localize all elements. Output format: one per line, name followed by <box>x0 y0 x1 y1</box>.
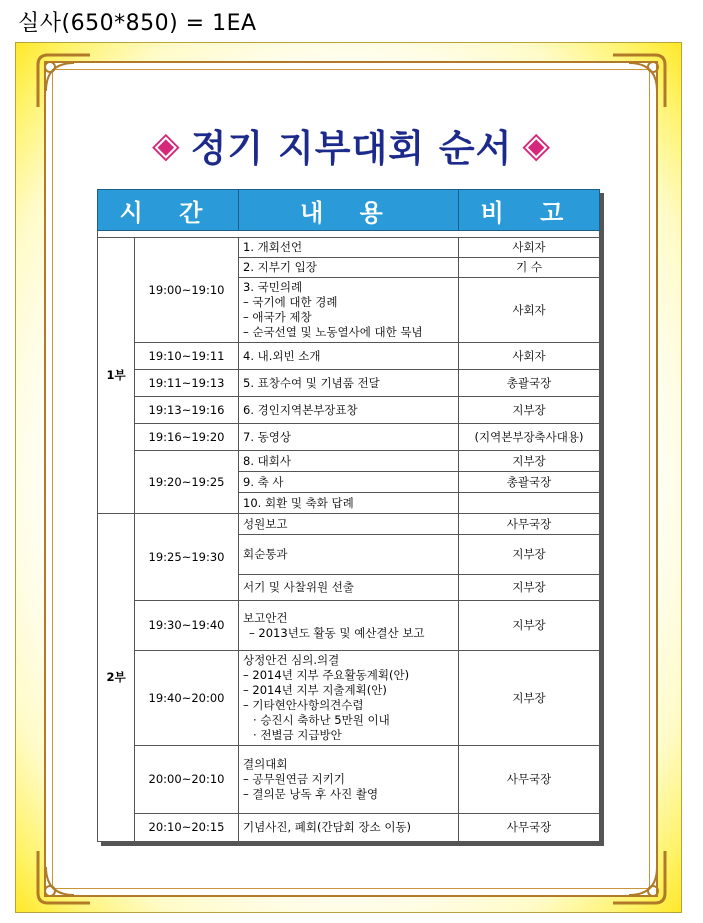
note-cell: 총괄국장 <box>459 472 600 493</box>
content-line: – 국기에 대한 경례 <box>243 295 338 309</box>
note-cell: 지부장 <box>459 601 600 651</box>
table-row <box>98 451 600 472</box>
note-cell: 지부장 <box>459 651 600 746</box>
time-cell: 19:25~19:30 <box>135 514 239 601</box>
title-text: 정기 지부대회 순서 <box>190 127 513 170</box>
note-cell <box>459 493 600 514</box>
time-cell: 20:10~20:15 <box>135 814 239 842</box>
note-cell: 사회자 <box>459 343 600 370</box>
content-cell: 9. 축 사 <box>239 472 459 493</box>
content-cell <box>239 746 459 814</box>
note-cell: 지부장 <box>459 535 600 575</box>
content-line: 상정안건 심의.의결 <box>243 653 340 667</box>
note-cell: 사무국장 <box>459 814 600 842</box>
ornament-corner-icon <box>609 51 669 111</box>
header-time: 시 간 <box>98 190 239 231</box>
table-row <box>98 343 600 370</box>
note-cell: 지부장 <box>459 397 600 424</box>
header-content: 내 용 <box>239 190 459 231</box>
content-line: – 2014년 지부 주요활동계획(안) <box>243 668 410 682</box>
time-cell: 19:40~20:00 <box>135 651 239 746</box>
time-cell: 19:16~19:20 <box>135 424 239 451</box>
content-line: – 애국가 제창 <box>243 310 312 324</box>
content-cell: 5. 표창수여 및 기념품 전달 <box>239 370 459 397</box>
time-cell: 20:00~20:10 <box>135 746 239 814</box>
note-cell: 총괄국장 <box>459 370 600 397</box>
content-cell: 6. 경인지역본부장표창 <box>239 397 459 424</box>
part-label: 1부 <box>98 238 135 514</box>
table-row <box>98 397 600 424</box>
schedule-table <box>97 189 600 842</box>
content-cell: 7. 동영상 <box>239 424 459 451</box>
content-line: 3. 국민의례 <box>243 280 303 294</box>
table-row <box>98 514 600 535</box>
time-cell: 19:00~19:10 <box>135 238 239 343</box>
content-cell: 8. 대회사 <box>239 451 459 472</box>
content-line: – 기타현안사항의견수렴 <box>243 698 364 712</box>
content-line: – 2014년 지부 지출계획(안) <box>243 683 387 697</box>
ornament-corner-icon <box>34 847 94 907</box>
content-cell: 회순통과 <box>239 535 459 575</box>
time-cell: 19:13~19:16 <box>135 397 239 424</box>
content-line: – 2013년도 활동 및 예산결산 보고 <box>249 625 425 640</box>
content-line: 결의대회 <box>243 757 288 771</box>
content-line: – 결의문 낭독 후 사진 촬영 <box>243 787 379 801</box>
size-caption: 실사(650*850) = 1EA <box>18 11 257 36</box>
note-cell: (지역본부장축사대용) <box>459 424 600 451</box>
note-cell: 기 수 <box>459 258 600 278</box>
header-note: 비 고 <box>459 190 600 231</box>
table-row <box>98 424 600 451</box>
content-line: – 공무원연금 지키기 <box>243 772 345 786</box>
content-line: 보고안건 <box>243 610 288 625</box>
table-row <box>98 238 600 258</box>
content-cell: 10. 회환 및 축화 답례 <box>239 493 459 514</box>
content-cell <box>239 601 459 651</box>
note-cell: 사무국장 <box>459 514 600 535</box>
time-cell: 19:30~19:40 <box>135 601 239 651</box>
content-cell: 서기 및 사찰위원 선출 <box>239 575 459 601</box>
time-cell: 19:10~19:11 <box>135 343 239 370</box>
note-cell: 지부장 <box>459 575 600 601</box>
content-line: · 전별금 지급방안 <box>253 728 342 742</box>
content-line: – 순국선열 및 노동열사에 대한 묵념 <box>243 325 423 339</box>
note-cell: 사무국장 <box>459 746 600 814</box>
content-cell: 성원보고 <box>239 514 459 535</box>
ornament-corner-icon <box>609 847 669 907</box>
content-cell: 4. 내.외빈 소개 <box>239 343 459 370</box>
note-cell: 지부장 <box>459 451 600 472</box>
content-cell: 2. 지부기 입장 <box>239 258 459 278</box>
diamond-bullet-icon: ◈ <box>151 124 181 166</box>
table-row <box>98 601 600 651</box>
ornament-corner-icon <box>34 51 94 111</box>
page-title <box>0 118 703 172</box>
table-row <box>98 370 600 397</box>
content-cell: 1. 개회선언 <box>239 238 459 258</box>
note-cell: 사회자 <box>459 278 600 343</box>
content-cell <box>239 278 459 343</box>
part-label: 2부 <box>98 514 135 842</box>
table-row <box>98 814 600 842</box>
time-cell: 19:11~19:13 <box>135 370 239 397</box>
diamond-bullet-icon: ◈ <box>522 124 552 166</box>
content-cell: 기념사진, 폐회(간담회 장소 이동) <box>239 814 459 842</box>
time-cell: 19:20~19:25 <box>135 451 239 514</box>
content-cell <box>239 651 459 746</box>
table-header-row <box>98 190 600 231</box>
content-line: · 승진시 축하난 5만원 이내 <box>253 713 390 727</box>
table-row <box>98 651 600 746</box>
table-row <box>98 746 600 814</box>
note-cell: 사회자 <box>459 238 600 258</box>
